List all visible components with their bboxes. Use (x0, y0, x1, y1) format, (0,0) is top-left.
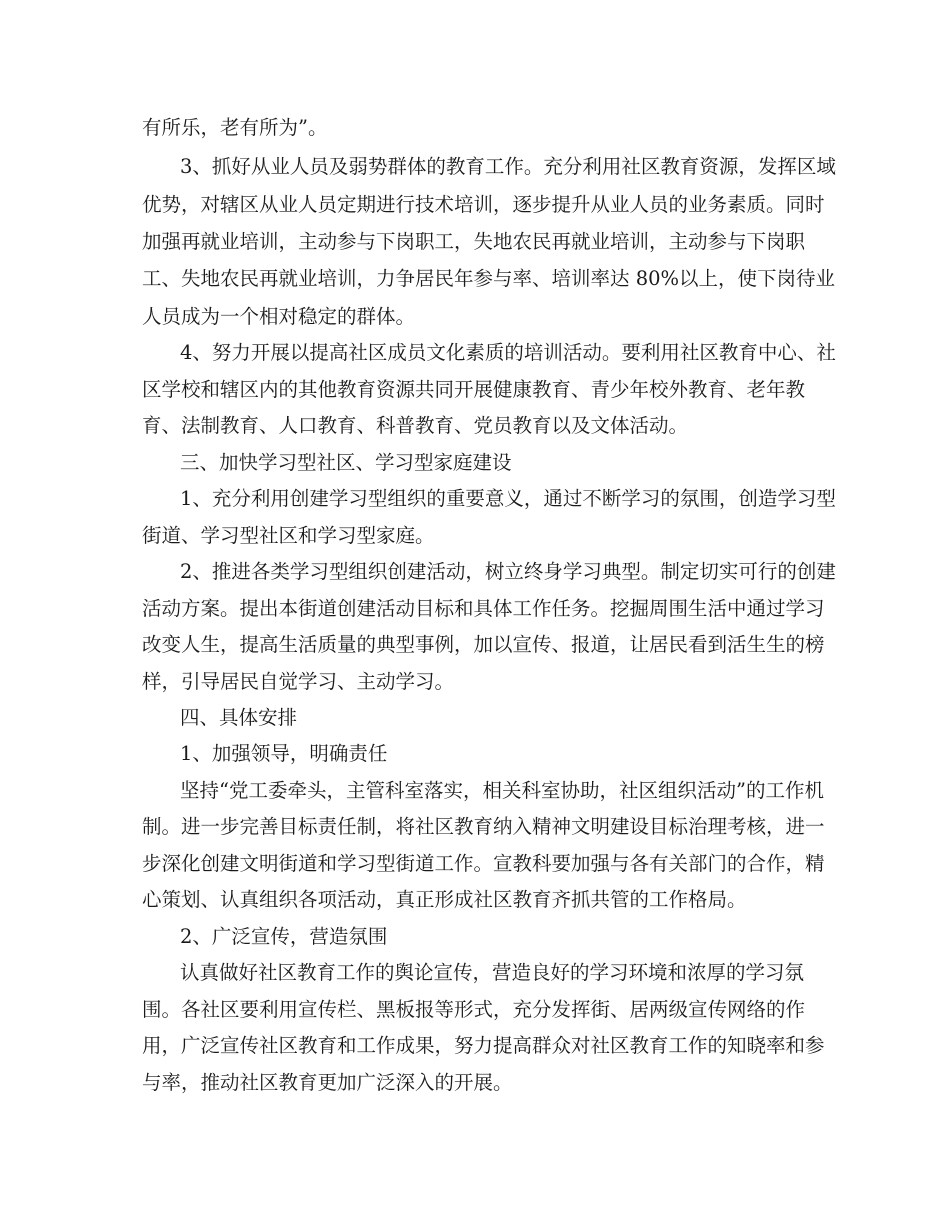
text-line: 围。各社区要利用宣传栏、黑板报等形式，充分发挥街、居两级宣传网络的作 (142, 998, 806, 1021)
text-line: 区学校和辖区内的其他教育资源共同开展健康教育、青少年校外教育、老年教 (142, 378, 806, 401)
text-line: 人员成为一个相对稳定的群体。 (142, 305, 416, 328)
text-line: 步深化创建文明街道和学习型街道工作。宣教科要加强与各有关部门的合作，精 (142, 852, 825, 875)
subsection-heading: 2、广泛宣传，营造氛围 (180, 925, 388, 948)
text-line: 坚持“党工委牵头，主管科室落实，相关科室协助，社区组织活动”的工作机 (180, 779, 824, 802)
subsection-heading: 1、加强领导，明确责任 (180, 742, 388, 765)
section-heading: 三、加快学习型社区、学习型家庭建设 (180, 451, 512, 474)
text-line: 育、法制教育、人口教育、科普教育、党员教育以及文体活动。 (142, 414, 689, 437)
text-line: 活动方案。提出本街道创建活动目标和具体工作任务。挖掘周围生活中通过学习 (142, 597, 825, 620)
text-line: 改变人生，提高生活质量的典型事例，加以宣传、报道，让居民看到活生生的榜 (142, 633, 825, 656)
text-line: 制。进一步完善目标责任制，将社区教育纳入精神文明建设目标治理考核，进一 (142, 815, 825, 838)
section-heading: 四、具体安排 (180, 706, 298, 729)
text-line: 4、努力开展以提高社区成员文化素质的培训活动。要利用社区教育中心、社 (180, 341, 836, 364)
text-line: 有所乐，老有所为”。 (142, 116, 328, 139)
text-line: 2、推进各类学习型组织创建活动，树立终身学习典型。制定切实可行的创建 (180, 560, 836, 583)
text-line: 1、充分利用创建学习型组织的重要意义，通过不断学习的氛围，创造学习型 (180, 487, 836, 510)
text-line: 3、抓好从业人员及弱势群体的教育工作。充分利用社区教育资源，发挥区域 (180, 155, 836, 178)
text-line: 心策划、认真组织各项活动，真正形成社区教育齐抓共管的工作格局。 (142, 888, 747, 911)
text-line: 认真做好社区教育工作的舆论宣传，营造良好的学习环境和浓厚的学习氛 (180, 961, 805, 984)
text-line: 工、失地农民再就业培训，力争居民年参与率、培训率达 80%以上，使下岗待业 (142, 267, 836, 290)
text-line: 街道、学习型社区和学习型家庭。 (142, 524, 435, 547)
text-line: 与率，推动社区教育更加广泛深入的开展。 (142, 1071, 513, 1094)
text-line: 样，引导居民自觉学习、主动学习。 (142, 670, 455, 693)
text-line: 用，广泛宣传社区教育和工作成果，努力提高群众对社区教育工作的知晓率和参 (142, 1034, 825, 1057)
text-line: 加强再就业培训，主动参与下岗职工，失地农民再就业培训，主动参与下岗职 (142, 230, 806, 253)
text-line: 优势，对辖区从业人员定期进行技术培训，逐步提升从业人员的业务素质。同时 (142, 193, 825, 216)
